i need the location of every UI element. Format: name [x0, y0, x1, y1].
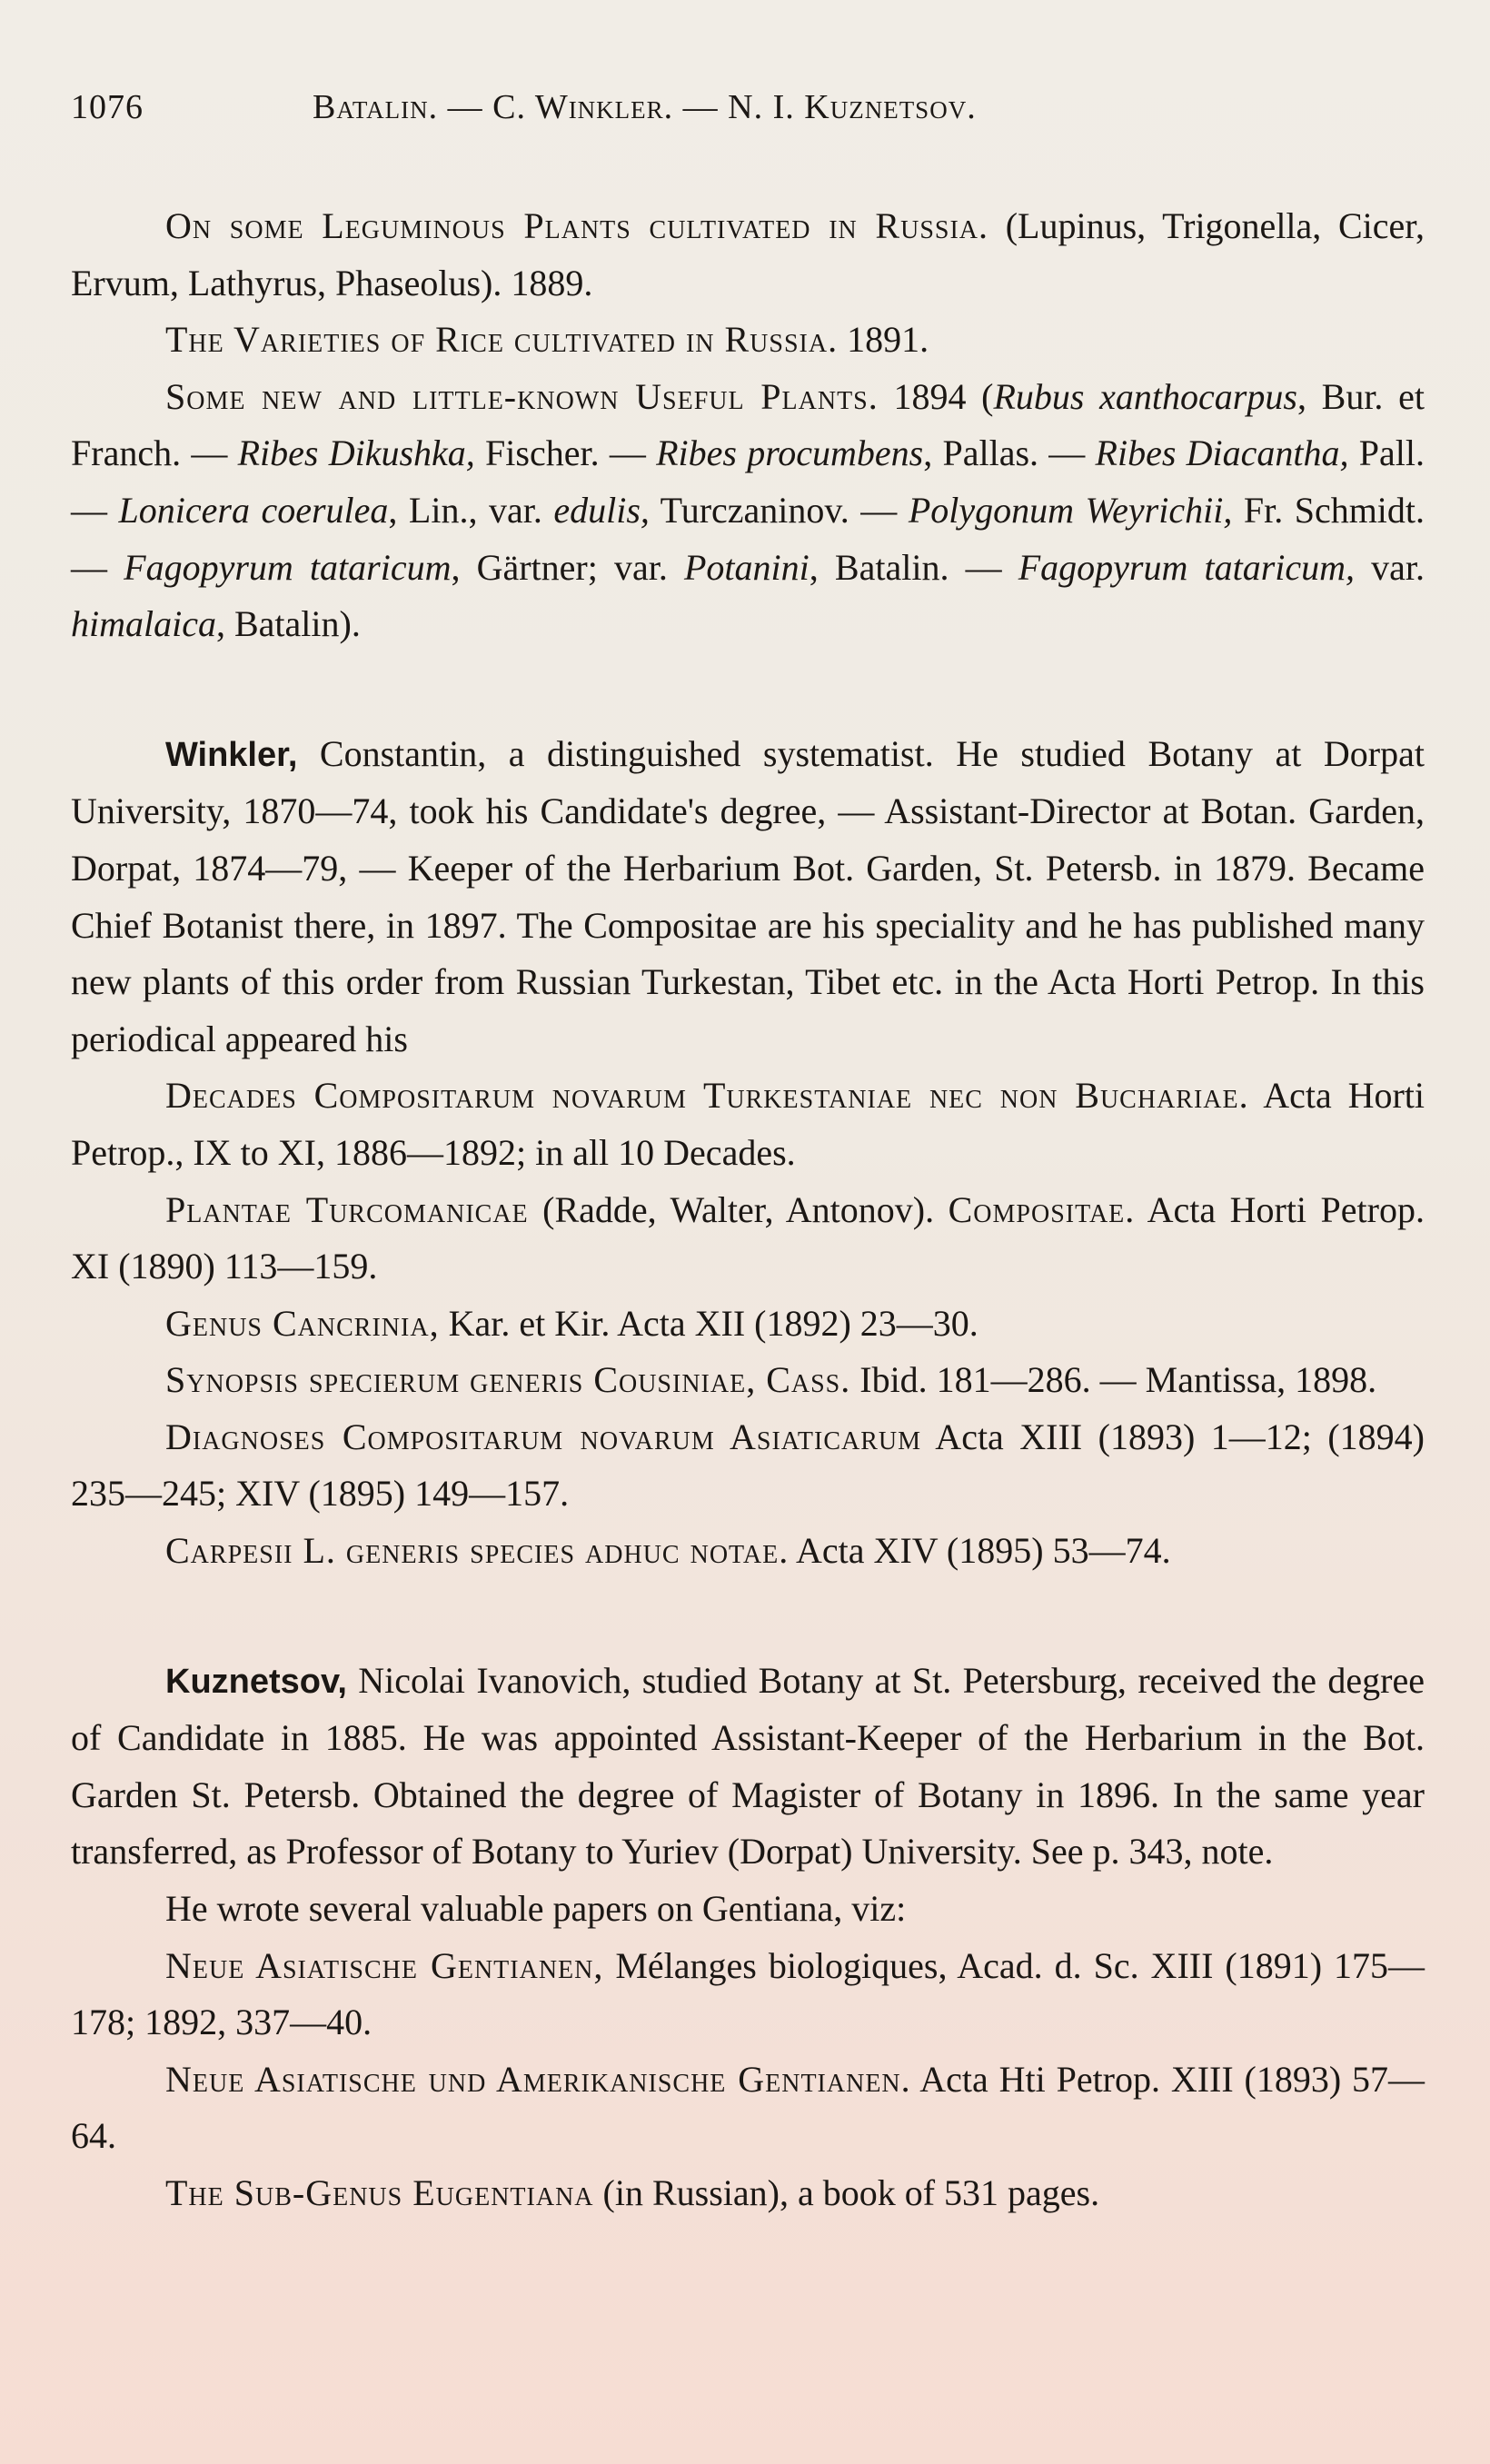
entry-title: Compositae. — [948, 1188, 1136, 1230]
entry-text: Fr. Schmidt. — — [71, 489, 1425, 588]
entry-details: Kar. et Kir. Acta XII (1892) 23—30. — [439, 1302, 978, 1344]
entry-details: (in Russian), a book of 531 pages. — [593, 2172, 1100, 2213]
entry-text: , Lin., var. — [388, 489, 554, 531]
entry-details: Acta XIII (1893) 1—12; (1894) 235—245; XIV (1895) 149—157. — [71, 1416, 1425, 1515]
species-name: Potanini — [684, 546, 810, 588]
entry-text: , Batalin. — — [809, 546, 1018, 588]
entry-title: Some new and little-known Useful Plants. — [165, 375, 879, 417]
running-title: Batalin. — C. Winkler. — N. I. Kuznetsov. — [313, 88, 977, 126]
entry-title: Neue Asiatische Gentianen, — [165, 1944, 604, 1986]
entry-text: Fischer. — — [474, 432, 657, 474]
winkler-entry-cousiniae — [71, 1352, 1425, 1409]
entry-title: Synopsis specierum generis Cousiniae, Cass. — [165, 1359, 851, 1401]
entry-title: The Varieties of Rice cultivated in Russia. — [165, 319, 839, 361]
species-name: Ribes procumbens — [656, 432, 924, 474]
species-name: edulis, — [553, 489, 650, 531]
batalin-entry-rice — [71, 312, 1425, 369]
entry-text: 1894 ( — [878, 375, 994, 417]
author-name: Winkler, — [165, 735, 298, 774]
page-number: 1076 — [71, 88, 144, 126]
species-name: Fagopyrum tataricum, — [1018, 546, 1356, 588]
entry-text: , Gärtner; var. — [451, 546, 684, 588]
winkler-entry-diagnoses — [71, 1409, 1425, 1523]
entry-text: , Bur. et Franch. — — [71, 375, 1425, 474]
section-gap — [71, 653, 1425, 726]
entry-title: Decades Compositarum novarum Turkestaniae nec non Buchariae. — [165, 1075, 1249, 1117]
kuznetsov-entry-amerikanische — [71, 2052, 1425, 2165]
entry-details: Mélanges biologiques, Acad. d. Sc. XIII (1891) 175—178; 1892, 337—40. — [71, 1944, 1425, 2043]
winkler-entry-turcomanicae — [71, 1182, 1425, 1296]
entry-details: Acta Horti Petrop. XI (1890) 113—159. — [71, 1188, 1425, 1287]
entry-title: On some Leguminous Plants cultivated in Russia. — [165, 205, 989, 246]
entry-text: , Batalin). — [215, 603, 361, 645]
winkler-entry-decades — [71, 1068, 1425, 1181]
entry-title: Diagnoses Compositarum novarum Asiaticarum — [165, 1416, 922, 1457]
author-name: Kuznetsov, — [165, 1662, 347, 1701]
batalin-entry-useful-plants — [71, 369, 1425, 653]
entry-title: Neue Asiatische und Amerikanische Gentianen. — [165, 2058, 911, 2100]
species-name: himalaica — [71, 603, 216, 645]
kuznetsov-entry-eugentiana — [71, 2165, 1425, 2222]
entry-details: Acta XIV (1895) 53—74. — [789, 1530, 1171, 1572]
winkler-entry-cancrinia — [71, 1296, 1425, 1353]
entry-details: (Lupinus, Trigonella, Cicer, Ervum, Lathyrus, Phaseolus). 1889. — [71, 205, 1425, 303]
species-name: Lonicera coerulea — [118, 489, 389, 531]
winkler-entry-carpesii — [71, 1523, 1425, 1580]
species-name: Rubus xanthocarpus — [993, 375, 1297, 417]
entry-details: Acta Horti Petrop., IX to XI, 1886—1892; in all 10 Decades. — [71, 1075, 1425, 1173]
batalin-entry-leguminous — [71, 198, 1425, 312]
section-gap — [71, 1580, 1425, 1653]
biography-text: Constantin, a distinguished systematist. He studied Botany at Dorpat University, 1870—74, took his Candidate's degree, — Assistant-Director at Botan. Garden, Dorpat, 1874—79, — Keeper of the Herbarium Bot. Garden, St. Petersb. in 1879. Became Chief Botanist there, in 1897. The Compositae are his speciality and he has published many new plants of this order from Russian Turkestan, Tibet etc. in the Acta Horti Petrop. In this periodical appeared his — [71, 732, 1425, 1059]
species-name: Fagopyrum tataricum — [124, 546, 452, 588]
entry-details: Ibid. 181—286. — Mantissa, 1898. — [850, 1359, 1377, 1401]
entry-details: 1891. — [838, 319, 929, 361]
entry-details: Acta Hti Petrop. XIII (1893) 57—64. — [71, 2058, 1425, 2157]
entry-details: (Radde, Walter, Antonov). — [528, 1188, 949, 1230]
entry-title: Plantae Turcomanicae — [165, 1188, 529, 1230]
entry-text: var. — [1355, 546, 1425, 588]
kuznetsov-biography — [71, 1653, 1425, 1881]
species-name: Ribes Dikushka, — [237, 432, 475, 474]
species-name: Ribes Diacantha, — [1095, 432, 1349, 474]
entry-text: Pall. — — [71, 432, 1425, 531]
biography-text: Nicolai Ivanovich, studied Botany at St. Petersburg, received the degree of Candidate in 1885. He was appointed Assistant-Keeper of the Herbarium in the Bot. Garden St. Petersb. Obtained the degree of Magister of Botany in 1896. In the same year transferred, as Professor of Botany to Yuriev (Dorpat) University. See p. 343, note. — [71, 1659, 1425, 1873]
kuznetsov-intro: He wrote several valuable papers on Gentiana, viz: — [165, 1888, 907, 1930]
entry-title: The Sub-Genus Eugentiana — [165, 2172, 594, 2213]
species-name: Polygonum Weyrichii, — [908, 489, 1233, 531]
kuznetsov-entry-neue-asiatische — [71, 1938, 1425, 2052]
entry-title: Genus Cancrinia, — [165, 1302, 440, 1344]
page-body — [71, 198, 1425, 2222]
entry-text: Turczaninov. — — [649, 489, 909, 531]
entry-text: , Pallas. — — [923, 432, 1096, 474]
winkler-biography — [71, 726, 1425, 1068]
entry-title: Carpesii L. generis species adhuc notae. — [165, 1530, 790, 1572]
